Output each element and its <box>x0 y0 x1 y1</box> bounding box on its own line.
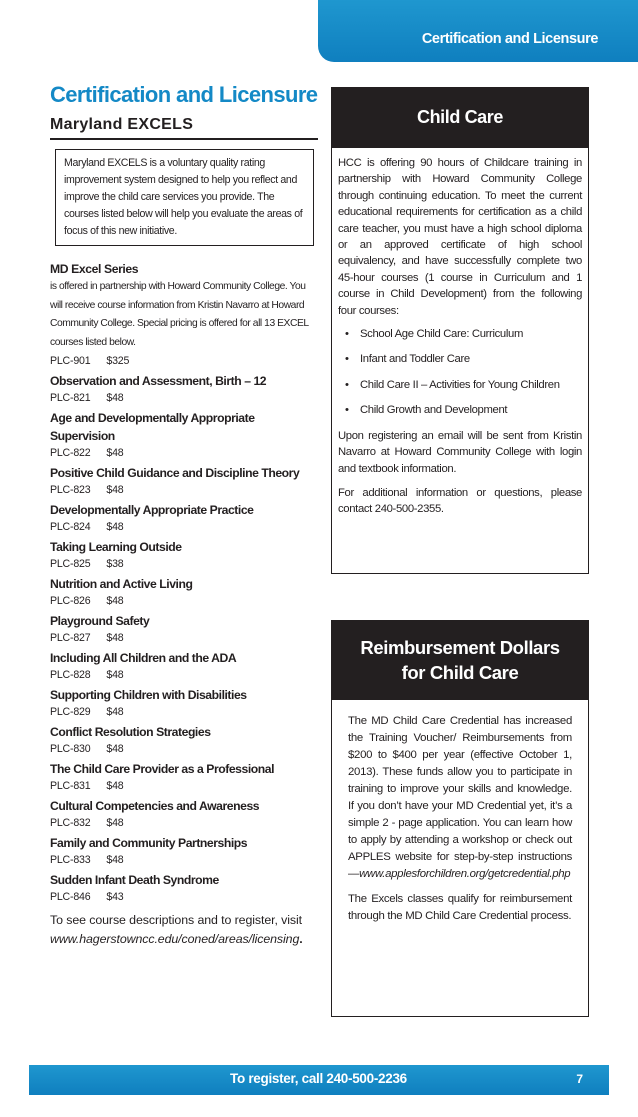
child-care-course-label: Infant and Toddler Care <box>360 353 470 366</box>
course-title: Nutrition and Active Living <box>50 576 193 591</box>
bullet-icon: • <box>345 378 349 391</box>
course-title: Age and Developmentally Appropriate Supervision <box>50 410 255 443</box>
course-code-line <box>50 667 318 683</box>
child-care-course-list <box>338 326 582 419</box>
course-title: Developmentally Appropriate Practice <box>50 502 254 517</box>
reimbursement-box <box>331 620 589 1017</box>
course-list <box>50 372 318 905</box>
course-price: $48 <box>106 483 124 496</box>
course-code-line <box>50 519 318 535</box>
course-title: Supporting Children with Disabilities <box>50 687 247 702</box>
course-code: PLC-829 <box>50 705 91 718</box>
course-title: Conflict Resolution Strategies <box>50 724 211 739</box>
course-code: PLC-833 <box>50 853 91 866</box>
course-item <box>50 575 318 609</box>
course-code-line <box>50 778 318 794</box>
course-code-line <box>50 815 318 831</box>
course-item <box>50 612 318 646</box>
course-price: $48 <box>106 668 124 681</box>
course-title: Playground Safety <box>50 613 150 628</box>
course-price: $48 <box>106 816 124 829</box>
course-code: PLC-901 <box>50 354 91 367</box>
course-price: $38 <box>106 557 124 570</box>
course-item <box>50 538 318 572</box>
course-price: $48 <box>106 779 124 792</box>
course-title: Cultural Competencies and Awareness <box>50 798 260 813</box>
course-title: Observation and Assessment, Birth – 12 <box>50 373 267 388</box>
course-title: Sudden Infant Death Syndrome <box>50 872 219 887</box>
intro-box: Maryland EXCELS is a voluntary quality rating improvement system designed to help you reflect and improve the child care services you provide. The courses listed below will help you evaluate the areas of focus of this new initiative. <box>55 149 314 246</box>
course-code-line <box>50 704 318 720</box>
course-code-line <box>50 556 318 572</box>
course-code-line <box>50 482 318 498</box>
register-period: . <box>299 931 303 946</box>
course-code: PLC-825 <box>50 557 91 570</box>
course-code: PLC-830 <box>50 742 91 755</box>
child-care-body <box>332 148 588 518</box>
course-title: Positive Child Guidance and Discipline Theory <box>50 465 300 480</box>
child-care-title: Child Care <box>332 88 588 148</box>
course-item <box>50 686 318 720</box>
course-code-line <box>50 390 318 406</box>
section-subtitle: Maryland EXCELS <box>50 116 194 133</box>
reimbursement-excels-note: The Excels classes qualify for reimbursement through the MD Child Care Credential process. <box>348 893 572 922</box>
course-code: PLC-828 <box>50 668 91 681</box>
footer-register: To register, call 240-500-2236 <box>230 1071 407 1086</box>
course-code-line <box>50 630 318 646</box>
course-title: Taking Learning Outside <box>50 539 182 554</box>
footer-bar <box>29 1065 609 1095</box>
course-code: PLC-831 <box>50 779 91 792</box>
header-tab-label: Certification and Licensure <box>421 31 598 47</box>
course-title: The Child Care Provider as a Professional <box>50 761 275 776</box>
child-care-registration-note: Upon registering an email will be sent from Kristin Navarro at Howard Community College with login and textbook information. <box>338 429 582 475</box>
child-care-course <box>338 402 582 418</box>
reimbursement-title <box>332 621 588 700</box>
course-code: PLC-846 <box>50 890 91 903</box>
reimbursement-title-line1: Reimbursement Dollars <box>360 637 560 658</box>
course-code-line <box>50 852 318 868</box>
course-code: PLC-832 <box>50 816 91 829</box>
course-code-line <box>50 445 318 461</box>
course-code-line <box>50 593 318 609</box>
course-item <box>50 760 318 794</box>
course-item <box>50 723 318 757</box>
course-code: PLC-821 <box>50 391 91 404</box>
child-care-course-label: School Age Child Care: Curriculum <box>360 328 524 341</box>
series-title: MD Excel Series <box>50 262 139 276</box>
course-item <box>50 501 318 535</box>
reimbursement-text: The MD Child Care Credential has increased the Training Voucher/ Reimbursements from $200 to $400 per year (effective October 1, 2013). These funds allow you to participate in training to improve your skills and knowledge. If you don’t have your MD Credential yet, it’s a simple 2 - page application. You can learn how to apply by attending a workshop or check out APPLES website for step-by-step instructions — <box>348 715 572 880</box>
bullet-icon: • <box>345 404 349 417</box>
register-text: To see course descriptions and to register, visit <box>50 912 302 927</box>
bullet-icon: • <box>345 353 349 366</box>
course-price: $325 <box>106 354 130 367</box>
title-rule <box>50 138 318 140</box>
course-item <box>50 409 318 461</box>
left-column <box>50 82 318 949</box>
course-price: $48 <box>106 594 124 607</box>
course-item <box>50 464 318 498</box>
course-price: $48 <box>106 705 124 718</box>
child-care-intro: HCC is offering 90 hours of Childcare training in partnership with Howard Community College through continuing education. To meet the current educational requirements for certification as a child care teacher, you must have a high school diploma or an approved certificate of high school equivalency, and have successfully complete two 45-hour courses (1 course in Curriculum and 1 course in Child Development) from the following four courses: <box>338 157 582 317</box>
credential-link[interactable]: www.applesforchildren.org/getcredential.php <box>359 868 571 880</box>
course-price: $48 <box>106 742 124 755</box>
register-instructions <box>50 911 318 949</box>
child-care-course-label: Child Growth and Development <box>360 404 508 417</box>
course-item <box>50 797 318 831</box>
header-tab <box>318 0 638 62</box>
page-title: Certification and Licensure <box>50 82 318 107</box>
reimbursement-title-line2: for Child Care <box>401 662 519 683</box>
page-number: 7 <box>576 1072 583 1086</box>
course-price: $48 <box>106 391 124 404</box>
course-code: PLC-824 <box>50 520 91 533</box>
course-code: PLC-826 <box>50 594 91 607</box>
course-item <box>50 871 318 905</box>
course-item <box>50 372 318 406</box>
course-item <box>50 834 318 868</box>
course-title: Including All Children and the ADA <box>50 650 237 665</box>
course-price: $48 <box>106 853 124 866</box>
course-code: PLC-823 <box>50 483 91 496</box>
course-price: $48 <box>106 631 124 644</box>
series-description: is offered in partnership with Howard Community College. You will receive course information from Kristin Navarro at Howard Community College. Special pricing is offered for all 13 EXCEL courses listed below. <box>50 281 309 349</box>
course-code: PLC-827 <box>50 631 91 644</box>
course-price: $48 <box>106 520 124 533</box>
child-care-course <box>338 377 582 393</box>
child-care-course <box>338 326 582 342</box>
reimbursement-body <box>332 700 588 925</box>
course-title: Family and Community Partnerships <box>50 835 248 850</box>
child-care-contact: For additional information or questions, please contact 240-500-2355. <box>338 486 582 516</box>
register-link[interactable]: www.hagerstowncc.edu/coned/areas/licensing <box>50 931 300 946</box>
course-code-line <box>50 889 318 905</box>
course-price: $43 <box>106 890 124 903</box>
series-code-line <box>50 353 318 369</box>
course-item <box>50 649 318 683</box>
child-care-course <box>338 351 582 367</box>
child-care-box <box>331 87 589 574</box>
child-care-course-label: Child Care II – Activities for Young Children <box>360 378 560 391</box>
bullet-icon: • <box>345 328 349 341</box>
reimbursement-paragraph <box>348 713 572 883</box>
course-code: PLC-822 <box>50 446 91 459</box>
course-code-line <box>50 741 318 757</box>
course-price: $48 <box>106 446 124 459</box>
